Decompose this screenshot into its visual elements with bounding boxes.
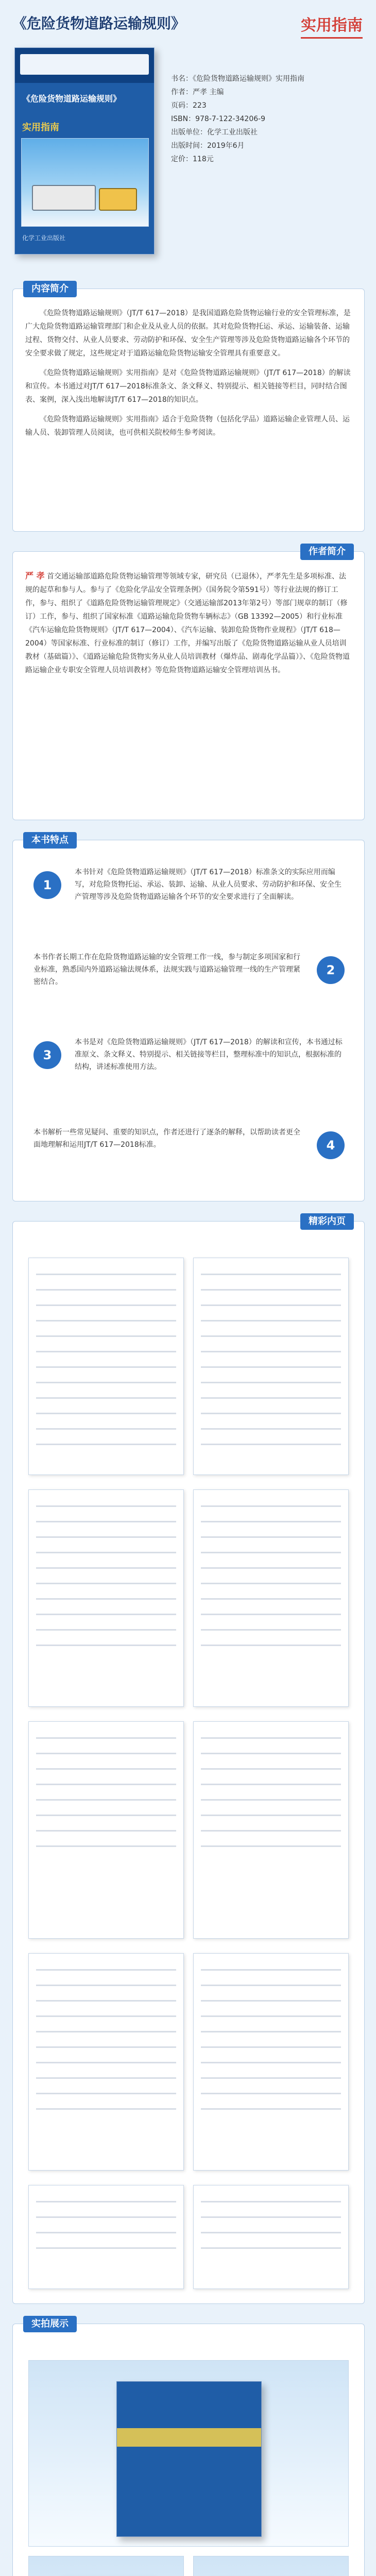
features-heading: 本书特点 bbox=[23, 832, 77, 849]
photo-heading: 实拍展示 bbox=[23, 2316, 77, 2332]
feature-text-4: 本书解析一些常见疑问、重要的知识点，作者还进行了逐条的解释，以帮助读者更全面地理解和运用JT/T 617—2018标准。 bbox=[33, 1128, 300, 1149]
sample-page-thumb bbox=[193, 1258, 349, 1475]
meta-publisher: 出版单位：化学工业出版社 bbox=[171, 128, 258, 137]
intro-section bbox=[12, 283, 365, 532]
sample-page-thumb bbox=[28, 2185, 184, 2289]
author-bio: 首交通运输部道路危险货物运输管理等领域专家，研究员（已退休），严孝先生是多项标准、法规的起草和参与人。参与了《危险化学品安全管理条例》（国务院令第591号）等行业法规的修订工作，参与、组织了《道路危险货物运输管理规定》（交通运输部2013年第2号）等部门规章的制订（修订）工作，参与、组织了国家标准《道路运输危险货物车辆标志》（GB 13392—2005）和行业标准《汽车运输危险货物规则》（JT/T 617—2004）、《汽车运输、装卸危险货物作业规程》（JT/T 618—2004）等国家标准、行业标准的制订（修订）工作，并编写出版了《危险货物道路运输从业人员培训教材（基础篇）》、《道路运输危险货物实务从业人员培训教材（爆炸品、剧毒化学品篇）》、《危险货物道路运输企业专职安全管理人员培训教材》等危险货物道路运输安全管理培训丛书。 bbox=[25, 572, 350, 674]
feature-number-1: 1 bbox=[33, 871, 61, 899]
author-name: 严 孝 bbox=[25, 571, 45, 581]
sample-page-thumb bbox=[193, 1721, 349, 1939]
sample-page-thumb bbox=[193, 2185, 349, 2289]
cover-title: 《危险货物道路运输规则》 bbox=[22, 94, 122, 104]
meta-price: 定价：118元 bbox=[171, 155, 214, 163]
book-cover bbox=[14, 47, 155, 255]
cover-subtitle: 实用指南 bbox=[22, 122, 59, 133]
sample-page-thumb bbox=[28, 1489, 184, 1707]
cover-top-band bbox=[15, 48, 154, 83]
author-section bbox=[12, 546, 365, 820]
meta-pages: 页码：223 bbox=[171, 101, 207, 110]
feature-text-2: 本书作者长期工作在危险货物道路运输的安全管理工作一线，参与制定多项国家和行业标准，熟悉国内外道路运输法规体系，法规实践与道路运输管理一线的生产管理紧密结合。 bbox=[33, 953, 300, 986]
intro-body bbox=[25, 307, 352, 446]
sample-page-thumb bbox=[28, 1953, 184, 2171]
book-title: 《危险货物道路运输规则》 bbox=[12, 15, 186, 32]
book-photo-front bbox=[28, 2360, 349, 2547]
cover-badge bbox=[20, 54, 149, 75]
feature-text-3: 本书是对《危险货物道路运输规则》（JT/T 617—2018）的解读和宣传，本书通过标准原文、条文释义、特别提示、相关链接等栏目，整理标准中的知识点，根据标准的结构，讲述标准使用方法。 bbox=[75, 1038, 343, 1071]
feature-text-1: 本书针对《危险货物道路运输规则》（JT/T 617—2018）标准条文的实际应用而编写，对危险货物托运、承运、装卸、运输、从业人员要求、劳动防护和环保、安全生产管理等涉及危险货物道路运输各个环节的安全要求进行了全面解读。 bbox=[75, 868, 341, 901]
intro-paragraph-3: 《危险货物道路运输规则》实用指南》适合于危险货物（包括化学品）道路运输企业管理人员、运输人员、装卸管理人员阅读，也可供相关院校师生参考阅读。 bbox=[25, 415, 350, 437]
intro-paragraph-2: 《危险货物道路运输规则》实用指南》是对《危险货物道路运输规则》（JT/T 617—2018）的解读和宣传。本书通过对JT/T 617—2018标准条文、条文释义、特别提示、相关链接等栏目，同时结合图表、案例，深入浅出地解读JT/T 617—2018的知识点。 bbox=[25, 369, 351, 404]
book-photo-open bbox=[193, 2556, 349, 2576]
book-photo-side bbox=[28, 2556, 184, 2576]
author-heading: 作者简介 bbox=[300, 544, 354, 560]
book-photo-cover bbox=[116, 2381, 262, 2537]
tanker-illustration bbox=[99, 188, 137, 211]
feature-number-2: 2 bbox=[317, 956, 345, 984]
photo-section bbox=[12, 2318, 365, 2576]
author-paragraph bbox=[25, 569, 352, 677]
intro-heading: 内容简介 bbox=[23, 281, 77, 297]
meta-author: 作者：严孝 主编 bbox=[171, 88, 224, 96]
cover-illustration bbox=[21, 138, 149, 227]
author-body bbox=[25, 569, 352, 683]
sample-page-thumb bbox=[28, 1721, 184, 1939]
guide-accent-title: 实用指南 bbox=[301, 12, 363, 39]
intro-paragraph-1: 《危险货物道路运输规则》（JT/T 617—2018）是我国道路危险货物运输行业的安全管理标准，是广大危险货物道路运输管理部门和企业及从业人员的依据。其对危险货物托运、承运、运输装备、运输过程、货物交付、从业人员要求、劳动防护和环保、安全生产管理等涉及危险货物道路运输各个环节的安全要求做了规定，这些规定对于道路运输危险货物运输安全管理具有重要意义。 bbox=[25, 309, 351, 358]
sample-pages-heading: 精彩内页 bbox=[300, 1213, 354, 1230]
page-header bbox=[0, 0, 376, 52]
book-metadata bbox=[171, 72, 367, 166]
cover-publisher: 化学工业出版社 bbox=[22, 234, 66, 242]
meta-date: 出版时间：2019年6月 bbox=[171, 142, 245, 150]
sample-pages-section bbox=[12, 1216, 365, 2304]
sample-page-thumb bbox=[193, 1489, 349, 1707]
meta-title: 书名：《危险货物道路运输规则》实用指南 bbox=[171, 75, 304, 83]
sample-page-thumb bbox=[193, 1953, 349, 2171]
feature-number-3: 3 bbox=[33, 1041, 61, 1069]
feature-number-4: 4 bbox=[317, 1131, 345, 1159]
truck-illustration bbox=[32, 185, 96, 211]
sample-page-thumb bbox=[28, 1258, 184, 1475]
features-section bbox=[12, 835, 365, 1201]
meta-isbn: ISBN：978-7-122-34206-9 bbox=[171, 115, 266, 123]
